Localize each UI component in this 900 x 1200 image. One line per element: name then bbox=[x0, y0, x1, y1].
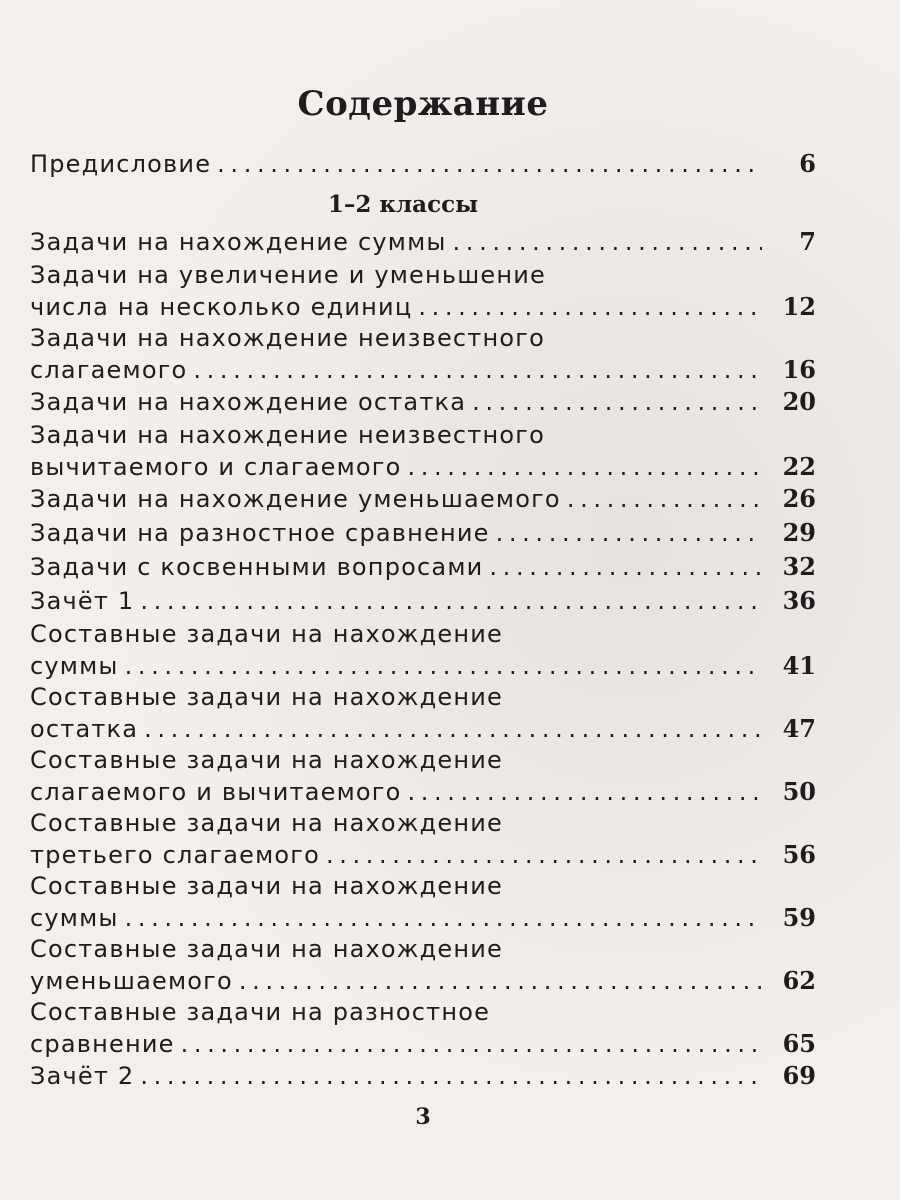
toc-entry-text: Составные задачи на нахождение bbox=[30, 935, 504, 963]
toc-entry-text: Задачи на нахождение уменьшаемого bbox=[30, 485, 561, 513]
toc-page-number: 47 bbox=[782, 714, 816, 743]
table-of-contents bbox=[30, 148, 816, 1094]
toc-page-number: 29 bbox=[782, 518, 816, 547]
dot-leader bbox=[496, 518, 762, 549]
dot-leader bbox=[144, 714, 762, 745]
toc-entry-text: Составные задачи на нахождение bbox=[30, 872, 504, 900]
toc-page-number: 50 bbox=[782, 777, 816, 806]
toc-entry bbox=[30, 585, 816, 617]
toc-entry-text: слагаемого bbox=[30, 356, 188, 384]
toc-entry bbox=[30, 682, 816, 745]
dot-leader bbox=[418, 292, 762, 323]
toc-page-number: 16 bbox=[782, 355, 816, 384]
dot-leader bbox=[140, 586, 762, 617]
dot-leader bbox=[407, 777, 762, 808]
toc-entry bbox=[30, 551, 816, 583]
toc-page-number: 41 bbox=[782, 651, 816, 680]
dot-leader bbox=[140, 1061, 762, 1092]
toc-entry-text: Составные задачи на нахождение bbox=[30, 746, 504, 774]
toc-page-number: 6 bbox=[799, 149, 816, 178]
toc-page-number: 32 bbox=[782, 552, 816, 581]
page-number: 3 bbox=[415, 1104, 431, 1130]
toc-entry-text: Задачи на нахождение неизвестного bbox=[30, 324, 545, 352]
section-heading: 1–2 классы bbox=[327, 191, 479, 218]
toc-entry-text: остатка bbox=[30, 715, 139, 743]
dot-leader bbox=[453, 227, 762, 258]
dot-leader bbox=[125, 903, 762, 934]
dot-leader bbox=[326, 840, 762, 871]
toc-page-number: 7 bbox=[799, 227, 816, 256]
toc-entry bbox=[30, 745, 816, 808]
page-title: Содержание bbox=[297, 84, 549, 124]
toc-entry bbox=[30, 483, 816, 515]
toc-entry-text: Задачи на увеличение и уменьшение bbox=[30, 261, 547, 289]
dot-leader bbox=[239, 966, 762, 997]
toc-entry bbox=[30, 619, 816, 682]
toc-entry bbox=[30, 808, 816, 871]
toc-entry bbox=[30, 997, 816, 1060]
toc-entry-text: третьего слагаемого bbox=[30, 841, 320, 869]
toc-entry bbox=[30, 934, 816, 997]
toc-page-number: 22 bbox=[782, 452, 816, 481]
toc-entry bbox=[30, 260, 816, 323]
toc-entry bbox=[30, 1060, 816, 1092]
toc-entry bbox=[30, 226, 816, 258]
toc-entry-text: Предисловие bbox=[30, 150, 212, 178]
toc-entry bbox=[30, 871, 816, 934]
toc-entry-preface bbox=[30, 148, 816, 180]
dot-leader bbox=[217, 149, 762, 180]
toc-entry-text: вычитаемого и слагаемого bbox=[30, 453, 402, 481]
toc-entry-text: Зачёт 1 bbox=[30, 587, 135, 615]
toc-entry-text: суммы bbox=[30, 904, 119, 932]
toc-entries-list bbox=[30, 226, 816, 1092]
toc-entry-text: Задачи с косвенными вопросами bbox=[30, 553, 484, 581]
toc-entry bbox=[30, 420, 816, 483]
dot-leader bbox=[407, 452, 762, 483]
toc-page-number: 26 bbox=[782, 484, 816, 513]
toc-entry-text: Составные задачи на разностное bbox=[30, 998, 491, 1026]
toc-entry bbox=[30, 386, 816, 418]
toc-page-number: 20 bbox=[782, 387, 816, 416]
toc-entry-text: Составные задачи на нахождение bbox=[30, 683, 504, 711]
toc-page-number: 65 bbox=[782, 1029, 816, 1058]
dot-leader bbox=[489, 552, 762, 583]
toc-entry-text: числа на несколько единиц bbox=[30, 293, 413, 321]
toc-page-number: 59 bbox=[782, 903, 816, 932]
dot-leader bbox=[472, 387, 762, 418]
toc-entry-text: суммы bbox=[30, 652, 119, 680]
toc-entry-text: сравнение bbox=[30, 1030, 175, 1058]
dot-leader bbox=[567, 484, 762, 515]
toc-entry-text: Составные задачи на нахождение bbox=[30, 809, 504, 837]
toc-entry bbox=[30, 517, 816, 549]
toc-entry-text: Задачи на нахождение суммы bbox=[30, 228, 447, 256]
toc-entry bbox=[30, 323, 816, 386]
toc-entry-text: Задачи на нахождение неизвестного bbox=[30, 421, 545, 449]
toc-entry-text: Задачи на разностное сравнение bbox=[30, 519, 490, 547]
dot-leader bbox=[125, 651, 762, 682]
dot-leader bbox=[181, 1029, 762, 1060]
toc-entry-text: уменьшаемого bbox=[30, 967, 233, 995]
toc-entry-text: Задачи на нахождение остатка bbox=[30, 388, 467, 416]
toc-page-number: 12 bbox=[782, 292, 816, 321]
toc-page-number: 56 bbox=[782, 840, 816, 869]
toc-page-number: 62 bbox=[782, 966, 816, 995]
toc-entry-text: Зачёт 2 bbox=[30, 1062, 135, 1090]
toc-page-number: 36 bbox=[782, 586, 816, 615]
toc-page-number: 69 bbox=[782, 1061, 816, 1090]
dot-leader bbox=[193, 355, 762, 386]
toc-entry-text: слагаемого и вычитаемого bbox=[30, 778, 402, 806]
toc-entry-text: Составные задачи на нахождение bbox=[30, 620, 504, 648]
